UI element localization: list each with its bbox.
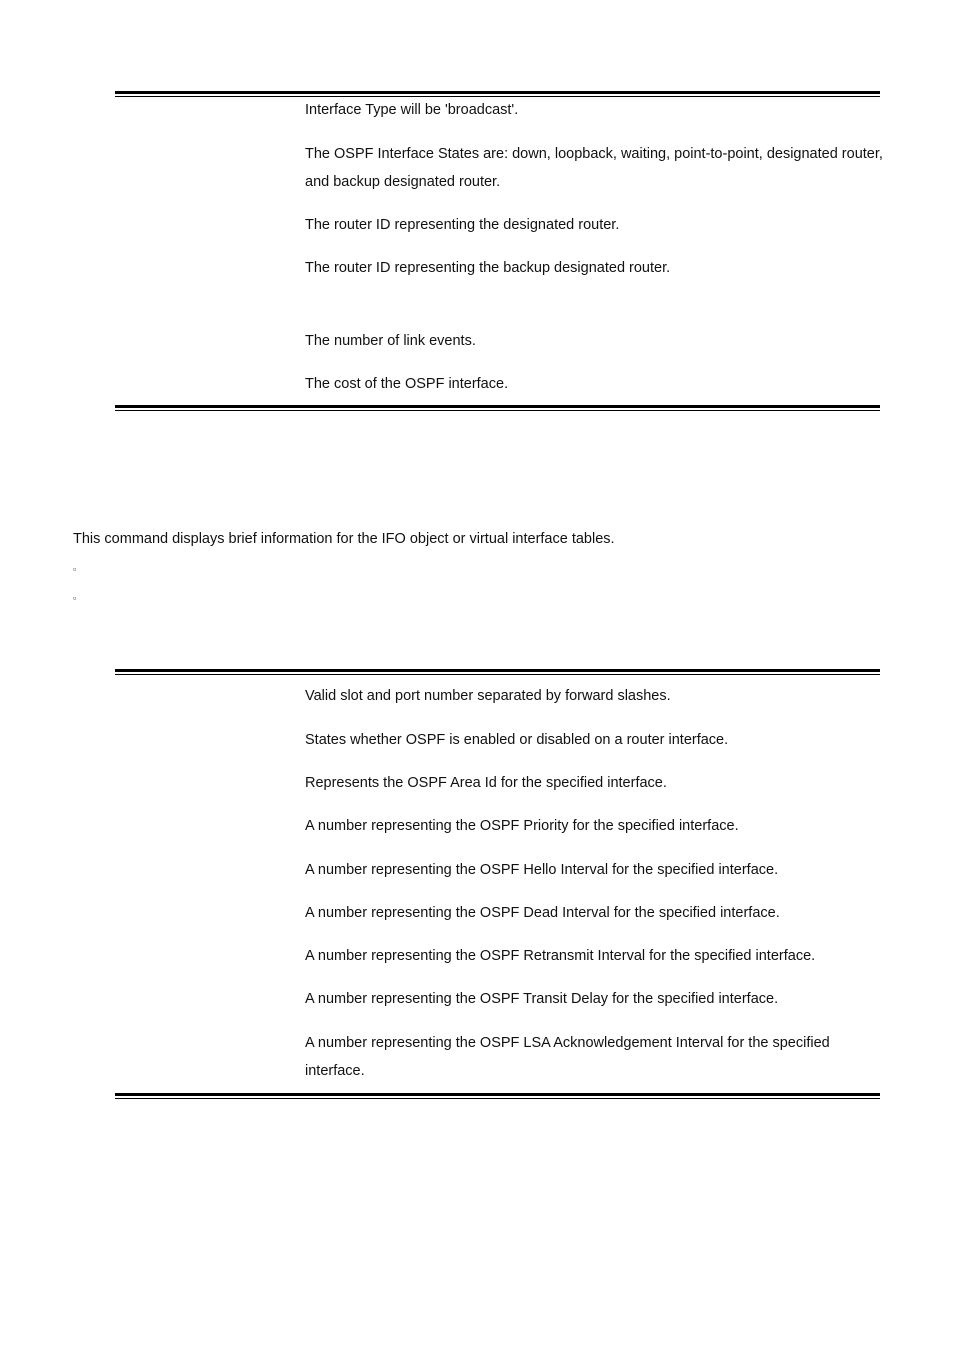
bullet-marker: ▫ — [73, 593, 77, 603]
table2-bottom-rule — [115, 1093, 880, 1096]
table2-row-priority: A number representing the OSPF Priority for the specified interface. — [305, 818, 739, 834]
table2-row-retransmit-interval: A number representing the OSPF Retransmit Interval for the specified interface. — [305, 948, 816, 964]
table1-row-link-events: The number of link events. — [305, 333, 476, 349]
table2-row-ospf-enabled: States whether OSPF is enabled or disabled on a router interface. — [305, 732, 729, 748]
table2-top-rule — [115, 669, 880, 672]
table1-top-rule — [115, 91, 880, 94]
bullet-marker: ▫ — [73, 564, 77, 574]
table2-row-slot-port: Valid slot and port number separated by forward slashes. — [305, 688, 671, 704]
table1-row-interface-type: Interface Type will be 'broadcast'. — [305, 102, 519, 118]
table1-row-designated-router: The router ID representing the designated router. — [305, 217, 620, 233]
table2-row-area-id: Represents the OSPF Area Id for the specified interface. — [305, 775, 667, 791]
table1-bottom-rule — [115, 405, 880, 408]
table2-row-hello-interval: A number representing the OSPF Hello Interval for the specified interface. — [305, 862, 779, 878]
table1-row-cost: The cost of the OSPF interface. — [305, 376, 509, 392]
table2-row-transit-delay: A number representing the OSPF Transit Delay for the specified interface. — [305, 991, 779, 1007]
table1-row-interface-states: The OSPF Interface States are: down, loopback, waiting, point-to-point, designated router, and backup designated router. — [305, 146, 883, 190]
table2-row-lsa-ack-interval: A number representing the OSPF LSA Acknowledgement Interval for the specified interface. — [305, 1035, 830, 1079]
table2-row-dead-interval: A number representing the OSPF Dead Interval for the specified interface. — [305, 905, 780, 921]
table1-row-backup-designated-router: The router ID representing the backup designated router. — [305, 260, 671, 276]
command-description: This command displays brief information for the IFO object or virtual interface tables. — [73, 531, 615, 547]
